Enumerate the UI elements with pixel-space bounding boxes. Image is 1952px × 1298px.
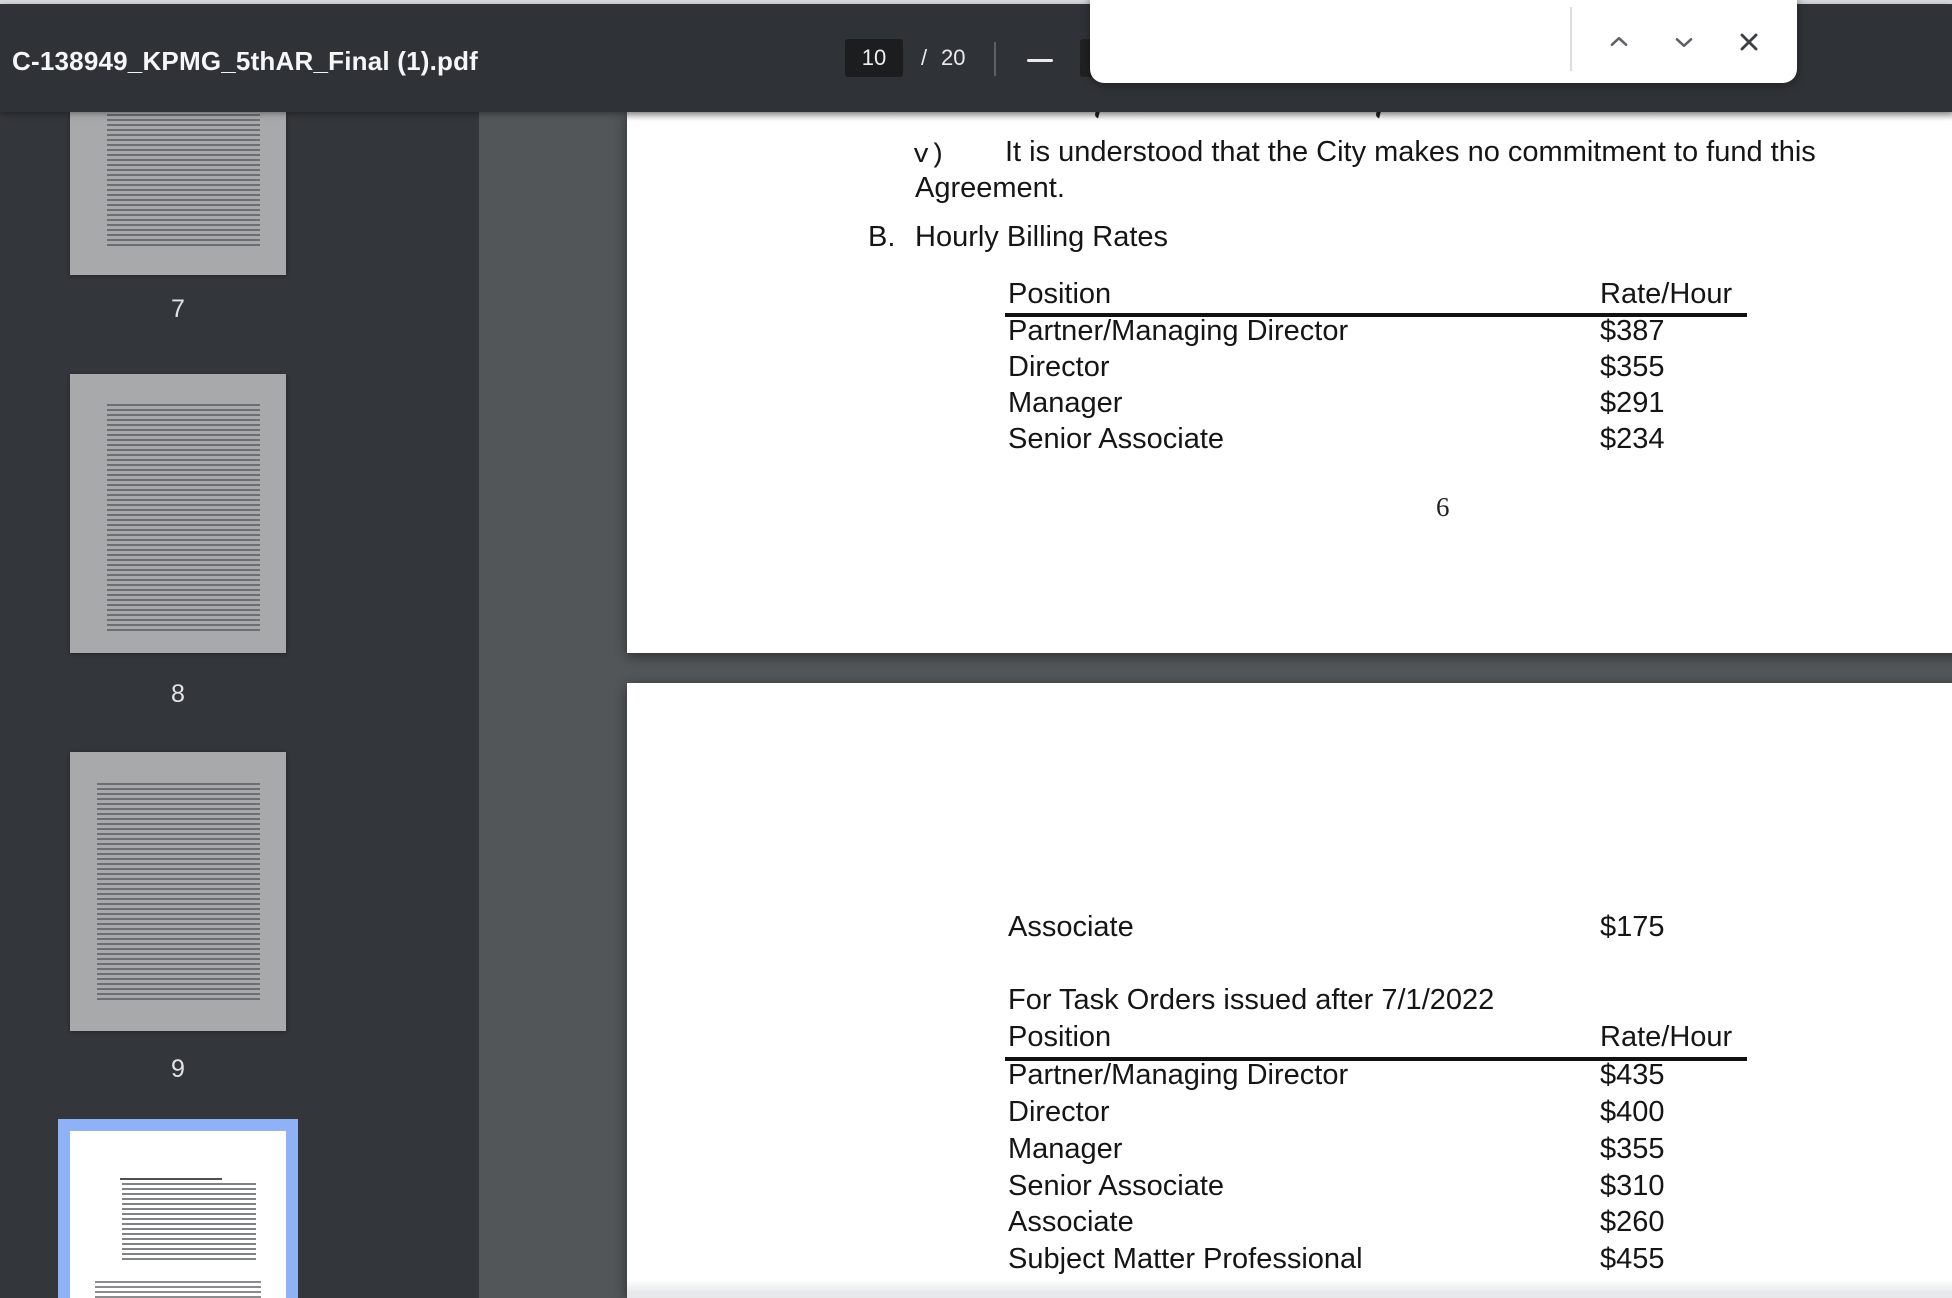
thumbnail-page-8[interactable]	[70, 374, 286, 653]
document-title: C-138949_KPMG_5thAR_Final (1).pdf	[12, 46, 479, 76]
zoom-out-button[interactable]	[1018, 38, 1062, 82]
section-label: B.	[868, 221, 896, 253]
cell-position: Subject Matter Professional	[1008, 1243, 1363, 1275]
section-title: Hourly Billing Rates	[915, 221, 1169, 253]
cell-position: Director	[1008, 1096, 1110, 1128]
thumbnail-label-8: 8	[171, 680, 185, 708]
thumbnail-page-7[interactable]	[70, 112, 286, 275]
find-previous-button[interactable]	[1595, 18, 1643, 66]
rate-table-row	[1008, 350, 1952, 384]
page-number-input[interactable]: 10	[845, 39, 903, 77]
find-close-button[interactable]	[1725, 18, 1773, 66]
cell-position: Senior Associate	[1008, 423, 1225, 455]
document-page-number: 6	[1436, 492, 1450, 522]
thumbnail-text-preview	[107, 114, 260, 247]
rate-table-row	[1008, 1205, 1952, 1239]
clause-text-line1: It is understood that the City makes no commitment to fund this	[1005, 136, 1816, 168]
rate-table-row	[1008, 1058, 1952, 1092]
thumbnail-page-9[interactable]	[70, 752, 286, 1031]
clipped-heading-descender	[1375, 112, 1381, 118]
cell-position: Director	[1008, 351, 1110, 383]
pdf-page-7	[627, 683, 1952, 1298]
clause-marker: v)	[913, 141, 946, 171]
cell-rate: $310	[1600, 1170, 1665, 1202]
cell-rate: $455	[1600, 1243, 1665, 1275]
rate-table-row	[1008, 1242, 1952, 1276]
clause-text-line2: Agreement.	[915, 172, 1065, 204]
column-position: Position	[1008, 1021, 1112, 1053]
cell-position: Partner/Managing Director	[1008, 315, 1349, 347]
rate-table-header	[1008, 1020, 1952, 1054]
cell-position: Manager	[1008, 1133, 1123, 1165]
cell-position: Partner/Managing Director	[1008, 1059, 1349, 1091]
task-orders-subtitle: For Task Orders issued after 7/1/2022	[1008, 984, 1495, 1016]
chevron-down-icon	[1660, 29, 1708, 55]
cell-position: Associate	[1008, 911, 1134, 943]
find-bar	[1090, 0, 1797, 83]
thumbnail-table-rule	[120, 1178, 222, 1180]
minus-icon	[1027, 59, 1053, 62]
cell-rate: $291	[1600, 387, 1665, 419]
rate-table-row	[1008, 422, 1952, 456]
cell-rate: $355	[1600, 351, 1665, 383]
cell-rate: $435	[1600, 1059, 1665, 1091]
thumbnail-page-10-preview	[70, 1131, 286, 1298]
cell-rate: $387	[1600, 315, 1665, 347]
cell-rate: $400	[1600, 1096, 1665, 1128]
cell-position: Manager	[1008, 387, 1123, 419]
page-count-separator: /	[921, 45, 928, 70]
thumbnail-sidebar	[0, 112, 479, 1298]
column-rate: Rate/Hour	[1600, 278, 1733, 310]
page-count-total: 20	[941, 45, 966, 70]
find-next-button[interactable]	[1660, 18, 1708, 66]
rate-table-row	[1008, 314, 1952, 348]
column-position: Position	[1008, 278, 1112, 310]
close-icon	[1725, 29, 1773, 55]
cell-rate: $175	[1600, 911, 1665, 943]
thumbnail-label-7: 7	[171, 295, 185, 323]
thumbnail-text-preview	[122, 1183, 256, 1263]
cell-rate: $260	[1600, 1206, 1665, 1238]
viewport-bottom-fade	[627, 1280, 1952, 1298]
toolbar-divider	[994, 42, 996, 76]
column-rate: Rate/Hour	[1600, 1021, 1733, 1053]
pdf-page-6	[627, 112, 1952, 653]
thumbnail-text-preview	[107, 404, 260, 633]
cell-rate: $355	[1600, 1133, 1665, 1165]
thumbnail-text-preview	[97, 783, 260, 1001]
thumbnail-label-9: 9	[171, 1055, 185, 1083]
chevron-up-icon	[1595, 29, 1643, 55]
rate-table-row	[1008, 1095, 1952, 1129]
cell-position: Senior Associate	[1008, 1170, 1225, 1202]
rate-table-header	[1008, 277, 1952, 311]
cell-position: Associate	[1008, 1206, 1134, 1238]
find-bar-divider	[1570, 7, 1572, 71]
cell-rate: $234	[1600, 423, 1665, 455]
rate-table-row	[1008, 1132, 1952, 1166]
clipped-heading-descender	[1094, 112, 1100, 118]
find-input[interactable]	[1114, 20, 1548, 66]
rate-table-row	[1008, 910, 1952, 944]
rate-table-row	[1008, 386, 1952, 420]
thumbnail-page-10-selected[interactable]	[58, 1119, 298, 1298]
rate-table-row	[1008, 1169, 1952, 1203]
thumbnail-text-preview	[95, 1281, 261, 1298]
